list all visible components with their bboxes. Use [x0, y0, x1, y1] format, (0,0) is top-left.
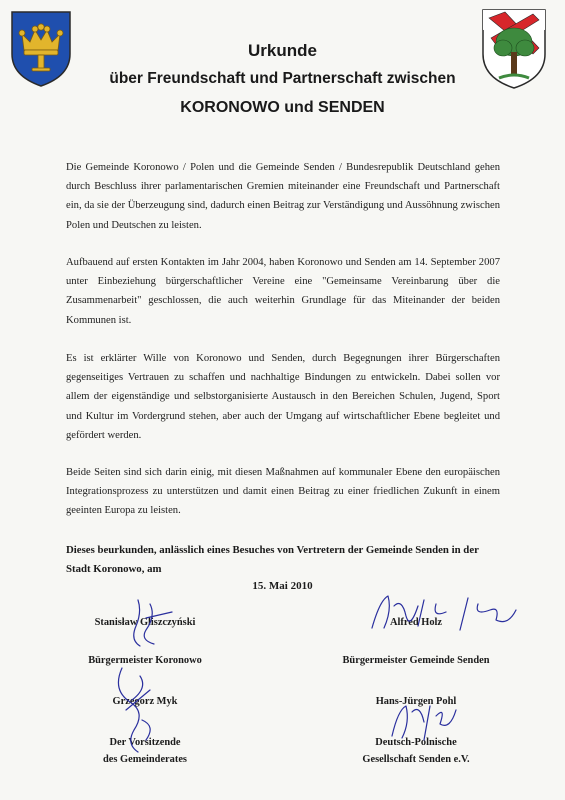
- signatory-name-gliszczynski: Stanisław Gliszczyński: [94, 617, 196, 628]
- signing-date: 15. Mai 2010: [252, 580, 313, 592]
- signatory-name-holz: Alfred Holz: [389, 617, 443, 628]
- title-line-1: Urkunde: [248, 41, 317, 60]
- paragraph-1: Die Gemeinde Koronowo / Polen und die Gemeinde Senden / Bundesrepublik Deutschland gehen durch Beschluss ihrer parlamentarischen Gremien miteinander eine Freundschaft und Partnerschaft ein, da sie der Überzeugung sind, dadurch einen Beitrag zur Verständigung und Aussöhnung zwischen Polen und Deutschen zu leisten.: [66, 162, 500, 231]
- paragraph-3: Es ist erklärter Wille von Koronowo und Senden, durch Begegnungen ihrer Bürgerschaften gegenseitiges Vertrauen zu schaffen und nachhaltige Bindungen zu entwickeln. Dabei sollen vor allem der eigenständige und selbstorganisierte Austausch in den Bereichen Schulen, Jugend, Sport und Kultur im Vordergrund stehen, aber auch der Umgang auf wirtschaftlicher Ebene begleitet und gefördert werden.: [66, 353, 500, 441]
- society-role-line-1: Deutsch-Polnische: [375, 737, 457, 748]
- certificate-title: [90, 40, 475, 119]
- council-chair-role-line-2: des Gemeinderates: [103, 754, 187, 765]
- title-line-3: KORONOWO und SENDEN: [180, 99, 385, 116]
- signatory-name-myk: Grzegorz Myk: [112, 696, 178, 707]
- signatory-role-koronowo-mayor: Bürgermeister Koronowo: [88, 655, 202, 666]
- signatory-role-society: [316, 734, 516, 768]
- title-line-2: über Freundschaft und Partnerschaft zwischen: [109, 70, 456, 87]
- closing-statement: Dieses beurkunden, anlässlich eines Besuches von Vertretern der Gemeinde Senden in der Stadt Koronowo, am: [66, 544, 479, 575]
- signatory-role-senden-mayor: Bürgermeister Gemeinde Senden: [342, 655, 490, 666]
- senden-crest-icon: [481, 8, 547, 90]
- paragraph-2: Aufbauend auf ersten Kontakten im Jahr 2004, haben Koronowo und Senden am 14. September 2007 unter Einbeziehung bürgerschaftlicher Vereine eine "Gemeinsame Vereinbarung über die Zusammenarbeit" geschlossen, die auch weiterhin Grundlage für das Miteinander der beiden Kommunen ist.: [66, 257, 500, 326]
- paragraph-4: Beide Seiten sind sich darin einig, mit diesen Maßnahmen auf kommunaler Ebene den europäischen Integrationsprozess zu unterstützen und damit einen Beitrag zu einer friedlichen Zukunft in einem geeinten Europa zu leisten.: [66, 467, 500, 517]
- council-chair-role-line-1: Der Vorsitzende: [109, 737, 181, 748]
- society-role-line-2: Gesellschaft Senden e.V.: [362, 754, 470, 765]
- koronowo-crest-icon: [10, 10, 72, 88]
- signatory-name-pohl: Hans-Jürgen Pohl: [375, 696, 457, 707]
- signatory-role-council-chair: [60, 734, 230, 768]
